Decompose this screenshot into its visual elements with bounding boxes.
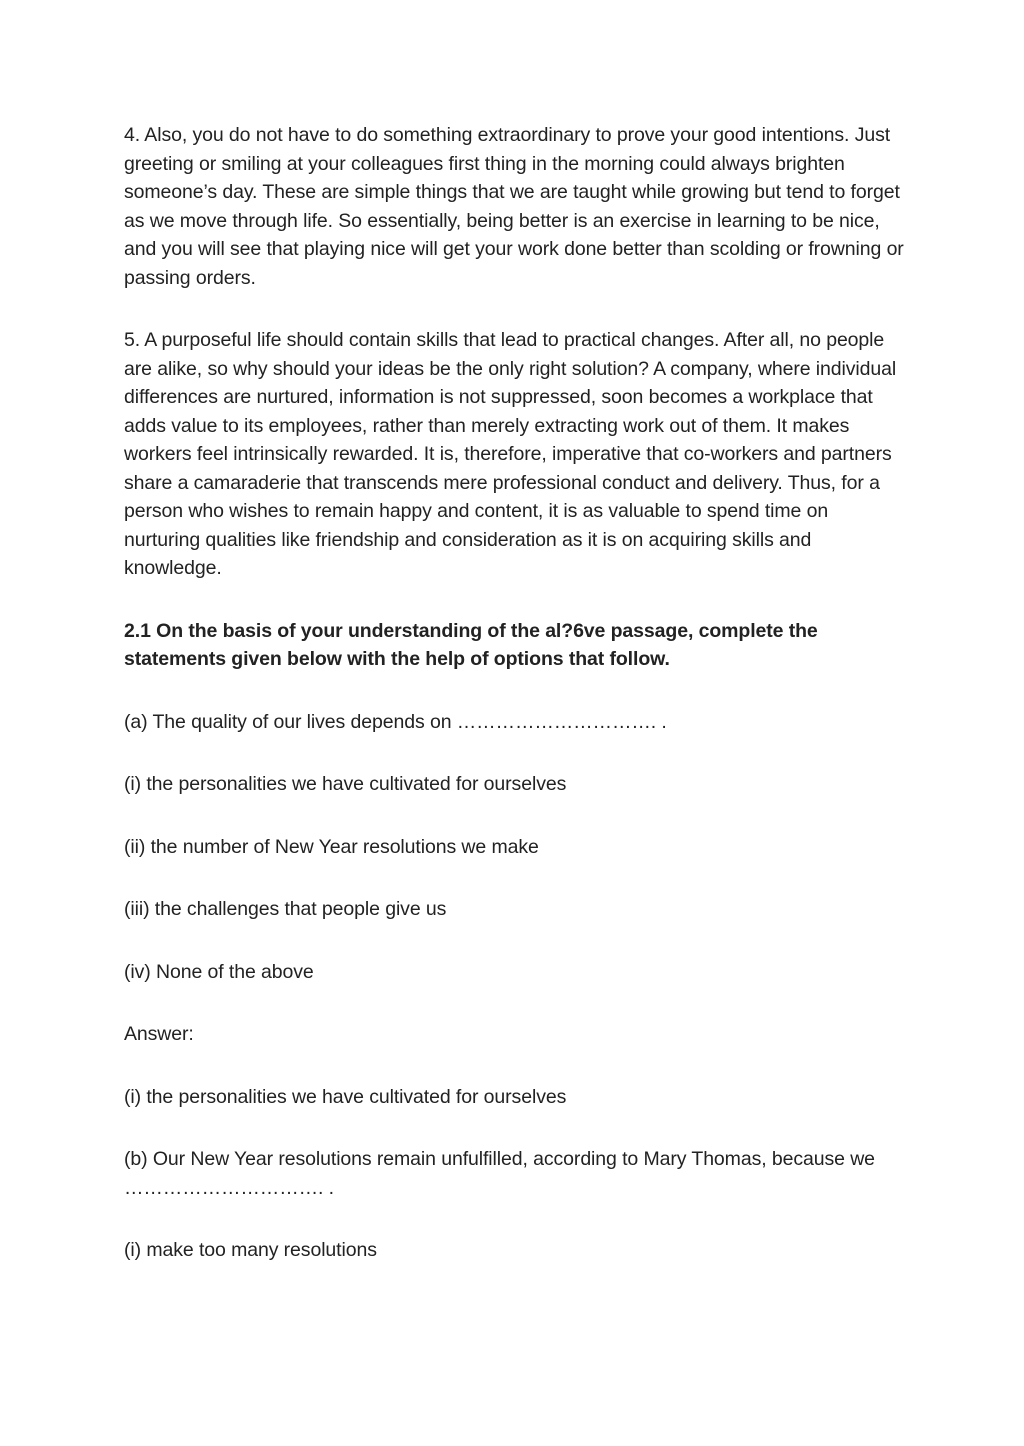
document-page xyxy=(124,121,904,1299)
question-a: (a) The quality of our lives depends on …………………………. . xyxy=(124,710,667,733)
question-heading: 2.1 On the basis of your understanding of the al?6ve passage, complete the statements given below with the help of options that follow. xyxy=(124,619,818,670)
option-a-i: (i) the personalities we have cultivated for ourselves xyxy=(124,773,567,795)
option-a-iii: (iii) the challenges that people give us xyxy=(124,898,447,920)
option-a-ii: (ii) the number of New Year resolutions we make xyxy=(124,835,539,858)
option-b-i: (i) make too many resolutions xyxy=(124,1239,377,1261)
answer-a: (i) the personalities we have cultivated for ourselves xyxy=(124,1085,567,1108)
answer-label: Answer: xyxy=(124,1023,194,1045)
passage-paragraph-5: 5. A purposeful life should contain skills that lead to practical changes. After all, no people are alike, so why should your ideas be the only right solution? A company, where individual differences are nurtured, information is not suppressed, soon becomes a workplace that adds value to its employees, rather than merely extracting work out of them. It makes workers feel intrinsically rewarded. It is, therefore, imperative that co-workers and partners share a camaraderie that transcends mere professional conduct and delivery. Thus, for a person who wishes to remain happy and content, it is as valuable to spend time on nurturing qualities like friendship and consideration as it is on acquiring skills and knowledge. xyxy=(124,329,897,579)
question-b: (b) Our New Year resolutions remain unfulfilled, according to Mary Thomas, because we …………………………. . xyxy=(124,1148,875,1199)
passage-paragraph-4: 4. Also, you do not have to do something extraordinary to prove your good intentions. Just greeting or smiling at your colleagues first thing in the morning could always brighten someone’s day. These are simple things that we are taught while growing but tend to forget as we move through life. So essentially, being better is an exercise in learning to be nice, and you will see that playing nice will get your work done better than scolding or frowning or passing orders. xyxy=(124,124,904,289)
option-a-iv: (iv) None of the above xyxy=(124,960,314,983)
